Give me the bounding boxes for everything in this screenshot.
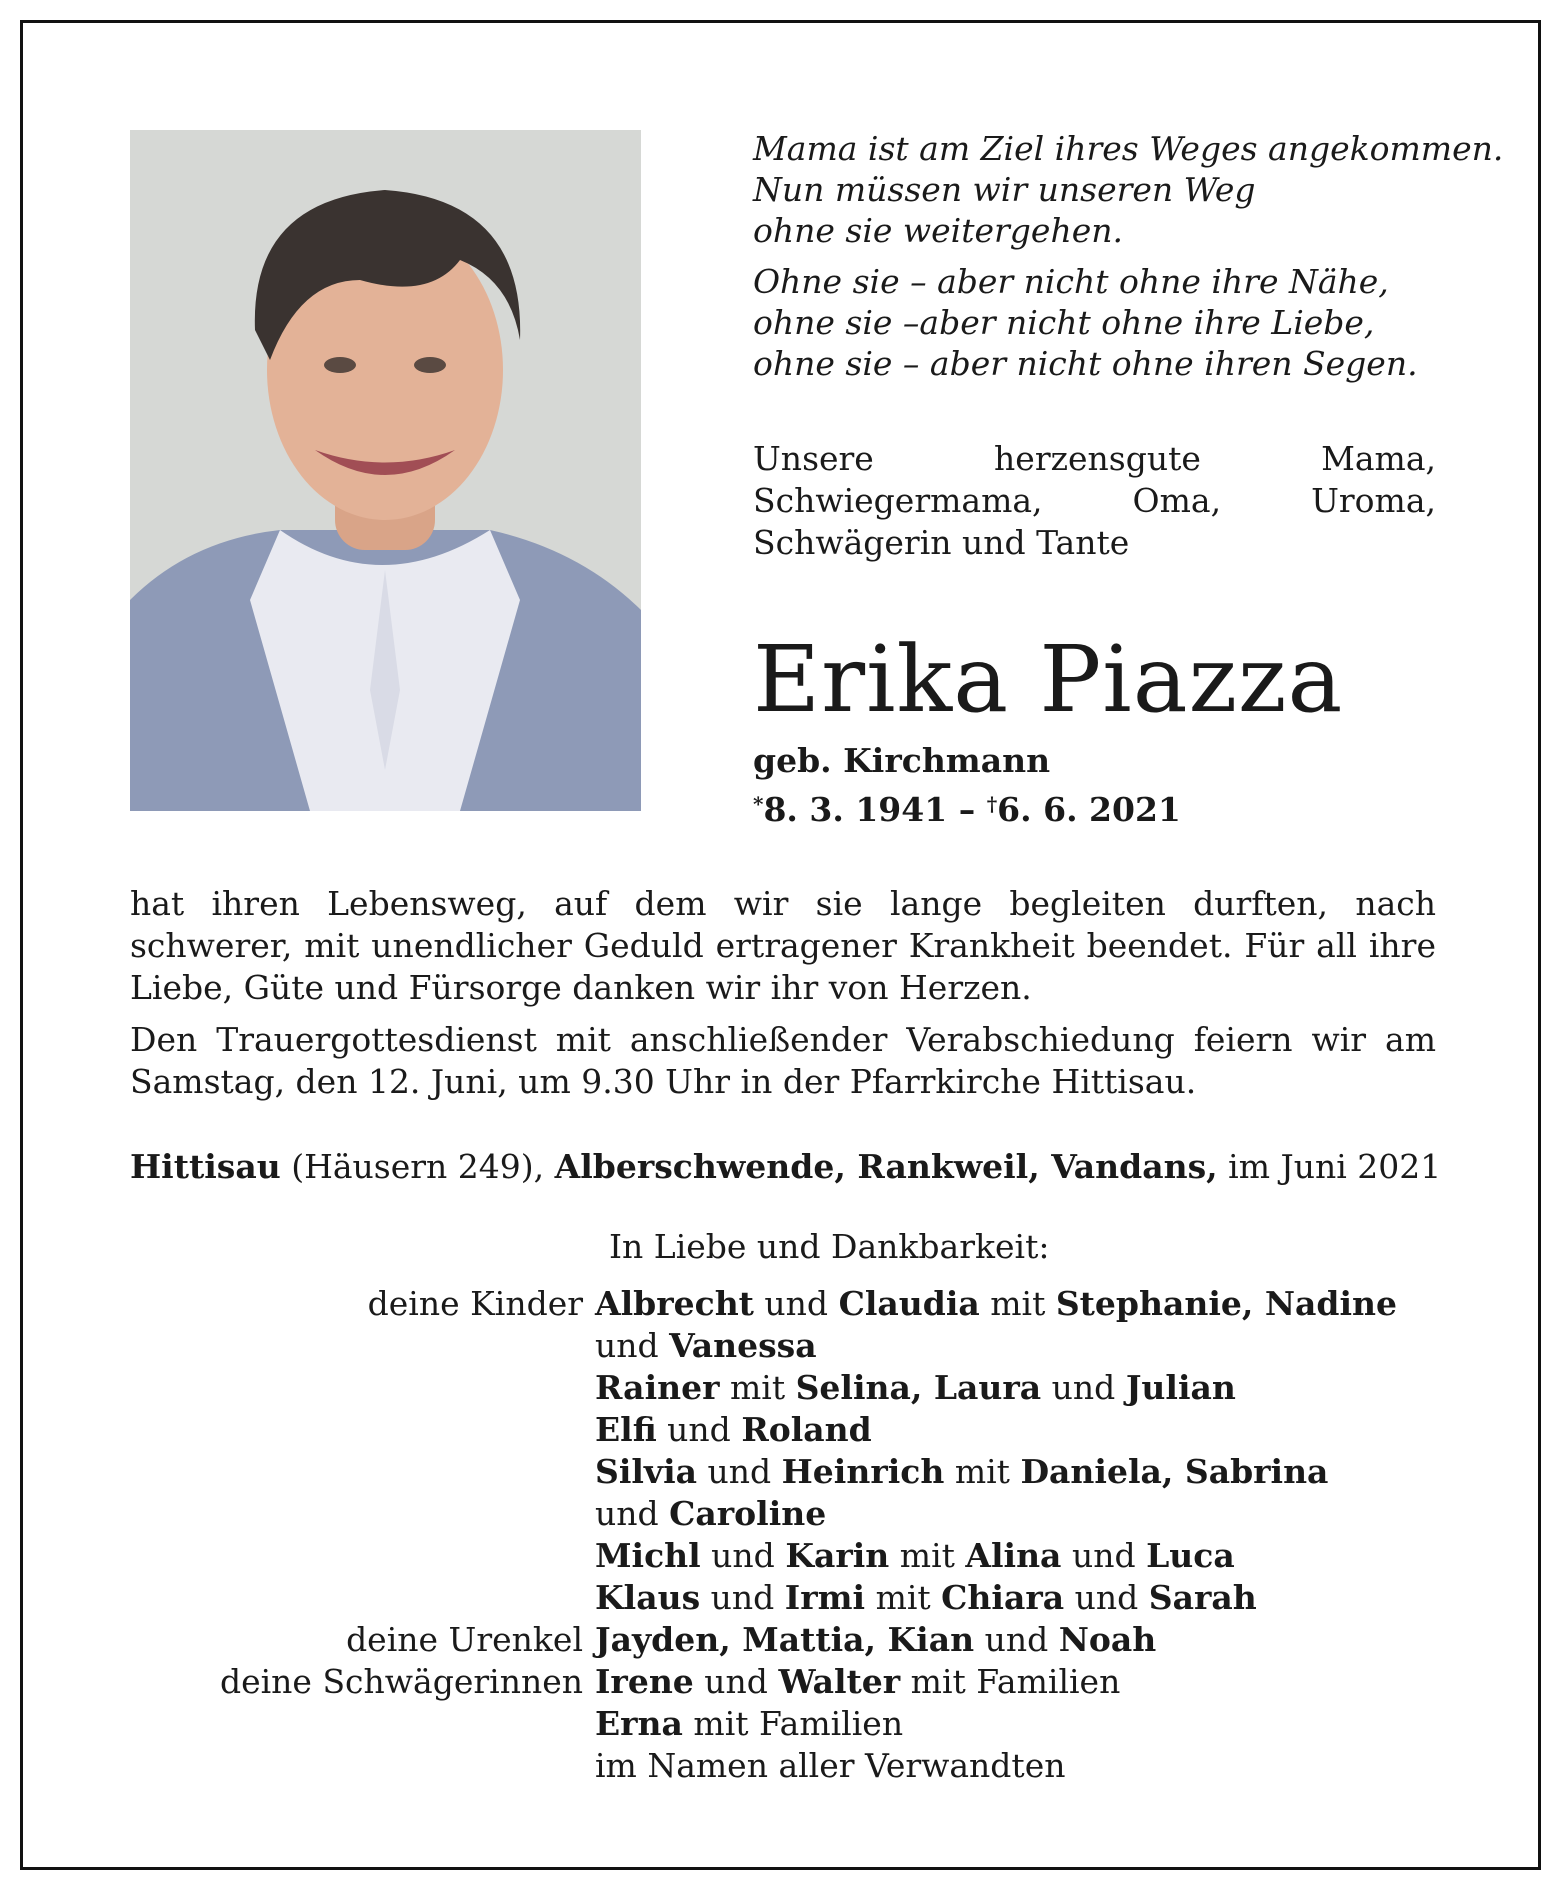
death-mark: † [986,792,998,816]
mourner-names [595,1661,1436,1703]
mourner-connector: und [697,1452,782,1491]
place-address: (Häusern 249), [280,1147,555,1186]
mourner-names [595,1577,1436,1619]
group-label-schwaegerinnen: deine Schwägerinnen [219,1662,583,1701]
poem-line: ohne sie –aber nicht ohne ihre Liebe, [753,303,1375,342]
mourner-name: Julian [1125,1368,1236,1407]
mourner-name: Sarah [1148,1578,1257,1617]
mourner-row [130,1451,1436,1493]
mourner-row [130,1703,1436,1745]
mourner-row [130,1367,1436,1409]
mourner-connector: und [1041,1368,1126,1407]
mourner-row [130,1325,1436,1367]
mourner-names [595,1451,1436,1493]
mourner-name: Albrecht [595,1284,754,1323]
mourner-name: Rainer [595,1368,720,1407]
mourner-row [130,1661,1436,1703]
mourner-row [130,1283,1436,1325]
mourner-name: Michl [595,1536,701,1575]
mourner-name: Caroline [669,1494,827,1533]
date-dash: – [958,790,976,829]
mourner-connector: mit Familien [682,1704,904,1743]
birth-mark: * [753,792,764,816]
places-line [130,1146,1442,1188]
body-text [130,883,1436,1113]
mourner-name: Klaus [595,1578,701,1617]
place-town: Hittisau [130,1147,281,1186]
mourner-connector: im Namen aller Verwandten [595,1746,1066,1785]
mourner-connector: mit Familien [900,1662,1121,1701]
life-dates [753,782,1181,832]
birth-date: 8. 3. 1941 [763,790,948,829]
mourner-connector: mit [865,1578,942,1617]
mourner-connector: und [700,1578,785,1617]
poem-line: ohne sie weitergehen. [753,211,1123,250]
group-label-urenkel: deine Urenkel [346,1620,583,1659]
mourner-connector: mit [979,1284,1056,1323]
place-date: im Juni 2021 [1217,1147,1442,1186]
mourner-name: Selina, Laura [795,1368,1042,1407]
mourner-names [595,1409,1436,1451]
intro-text: Unsere herzensgute Mama, Schwiegermama, Oma, Uroma, Schwägerin und Tante [753,439,1436,562]
mourner-name: Elfi [595,1410,657,1449]
mourners-list [130,1283,1436,1787]
poem [753,128,1504,394]
group-label-kinder: deine Kinder [367,1284,583,1323]
mourner-connector: und [693,1662,779,1701]
mourner-row [130,1535,1436,1577]
mourner-names [595,1367,1436,1409]
mourner-names [595,1745,1436,1787]
mourner-connector: mit [944,1452,1021,1491]
poem-stanza-1 [753,128,1504,251]
mourner-connector: und [700,1536,786,1575]
mourner-name: Silvia [595,1452,697,1491]
mourner-name: Luca [1146,1536,1235,1575]
mourner-names [595,1493,1436,1535]
mourner-name: Chiara [941,1578,1065,1617]
mourner-connector: und [1064,1578,1149,1617]
mourner-name: Walter [778,1662,901,1701]
mourner-row [130,1619,1436,1661]
mourner-connector: und [974,1620,1059,1659]
thanks-line: In Liebe und Dankbarkeit: [609,1227,1050,1266]
poem-line: ohne sie – aber nicht ohne ihren Segen. [753,344,1418,383]
mourner-name: Irmi [784,1578,866,1617]
place-others: Alberschwende, Rankweil, Vandans, [554,1147,1218,1186]
mourner-name: Daniela, Sabrina [1020,1452,1329,1491]
mourner-name: Alina [965,1536,1062,1575]
maiden-name: geb. Kirchmann [753,741,1051,780]
mourner-name: Noah [1058,1620,1157,1659]
poem-line: Mama ist am Ziel ihres Weges angekommen. [753,129,1504,168]
poem-stanza-2 [753,261,1473,384]
poem-line: Ohne sie – aber nicht ohne ihre Nähe, [753,262,1389,301]
mourner-connector: und [656,1410,742,1449]
deceased-name: Erika Piazza [753,626,1344,733]
mourner-name: Heinrich [781,1452,945,1491]
mourner-row [130,1577,1436,1619]
mourner-connector: und [595,1326,670,1365]
poem-line: Nun müssen wir unseren Weg [753,170,1256,209]
mourner-connector: mit [719,1368,796,1407]
mourner-name: Irene [595,1662,694,1701]
mourner-connector: und [753,1284,839,1323]
mourner-names [595,1703,1436,1745]
death-date: 6. 6. 2021 [997,790,1181,829]
mourner-name: Roland [741,1410,872,1449]
mourner-names [595,1325,1436,1367]
mourner-names [595,1283,1436,1325]
mourner-names [595,1619,1436,1661]
body-paragraph-2: Den Trauergottesdienst mit anschließender Verabschiedung feiern wir am Samstag, den 12. Juni, um 9.30 Uhr in der Pfarrkirche Hittisau. [130,1020,1436,1101]
portrait-photo [130,130,641,811]
mourner-connector: mit [889,1536,966,1575]
mourner-connector: und [595,1494,670,1533]
mourner-name: Vanessa [669,1326,817,1365]
body-paragraph-1: hat ihren Lebensweg, auf dem wir sie lange begleiten durften, nach schwerer, mit unendlicher Geduld ertragener Krankheit beendet. Für all ihre Liebe, Güte und Fürsorge danken wir ihr von Herzen. [130,884,1436,1007]
mourner-row [130,1409,1436,1451]
mourner-names [595,1535,1436,1577]
mourner-connector: und [1061,1536,1147,1575]
mourner-name: Karin [785,1536,890,1575]
mourner-name: Erna [595,1704,683,1743]
mourner-row [130,1745,1436,1787]
mourner-name: Stephanie, Nadine [1055,1284,1397,1323]
mourner-name: Jayden, Mattia, Kian [595,1620,975,1659]
mourner-name: Claudia [838,1284,980,1323]
mourner-row [130,1493,1436,1535]
